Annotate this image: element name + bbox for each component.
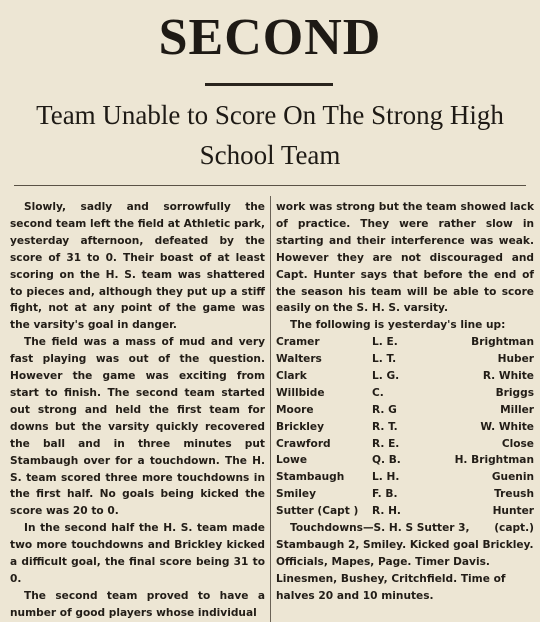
- lineup-row: [276, 385, 534, 402]
- lineup-player: Smiley: [276, 488, 317, 501]
- right-column: [276, 199, 534, 605]
- subheadline-line-1: Team Unable to Score On The Strong High: [36, 100, 504, 130]
- paragraph-4: The second team proved to have a number of good players whose individual: [10, 589, 265, 619]
- lineup-position: L. T.: [372, 353, 397, 366]
- lineup-row: [276, 351, 534, 368]
- lineup-row: [276, 436, 534, 453]
- game-summary: Touchdowns—S. H. S Sutter 3, Stambaugh 2, Smiley. Kicked goal Brickley. Officials, Mapes, Page. Timer Davis. Linesmen, Bushey, Critchfield. Time of halves 20 and 10 minutes.: [276, 522, 534, 602]
- lineup-player: Cramer: [276, 336, 320, 349]
- lineup-intro: The following is yesterday's line up:: [290, 319, 506, 332]
- lineup-position: R. G: [372, 403, 397, 416]
- lineup-opponent: Guenin: [491, 471, 534, 484]
- lineup-opponent: Close: [501, 437, 534, 450]
- paragraph-3: In the second half the H. S. team made two more touchdowns and Brickley kicked a difficult goal, the final score being 31 to 0.: [10, 522, 265, 585]
- left-column: [10, 199, 265, 622]
- lineup-opponent: Hunter (capt.): [492, 505, 534, 535]
- lineup-player: Clark: [276, 370, 307, 383]
- lineup-row: [276, 503, 534, 535]
- lineup-player: Crawford: [276, 437, 331, 450]
- lineup-position: R. H.: [372, 505, 401, 518]
- lineup-row: [276, 334, 534, 351]
- headline: SECOND: [158, 9, 382, 66]
- lineup-player: Walters: [276, 353, 322, 366]
- column-divider: [270, 196, 271, 622]
- lineup-opponent: Brightman: [471, 336, 534, 349]
- lineup-table: [276, 334, 534, 535]
- lineup-row: [276, 368, 534, 385]
- paragraph-1: Slowly, sadly and sorrowfully the second team left the field at Athletic park, yesterday afternoon, defeated by the score of 31 to 0. Their boast of at least scoring on the H. S. team was shattered to pieces and, although they put up a stiff fight, not at any point of the game was the varsity's goal in danger.: [10, 201, 265, 332]
- column-top-rule: [14, 185, 526, 186]
- lineup-player: Lowe: [276, 454, 308, 467]
- lineup-position: L. H.: [372, 471, 400, 484]
- lineup-opponent: Briggs: [495, 386, 534, 399]
- lineup-player: Stambaugh: [276, 471, 345, 484]
- lineup-position: L. E.: [372, 336, 398, 349]
- subheadline: [0, 95, 540, 175]
- paragraph-5: work was strong but the team showed lack of practice. They were rather slow in starting and their interference was weak. However they are not discouraged and Capt. Hunter says that before the end of the season his team will be able to score easily on the S. H. S. varsity.: [276, 201, 534, 315]
- lineup-row: [276, 402, 534, 419]
- lineup-opponent: W. White: [480, 420, 534, 433]
- lineup-opponent: H. Brightman: [454, 454, 534, 467]
- lineup-opponent: Miller: [500, 403, 534, 416]
- lineup-position: F. B.: [372, 488, 398, 501]
- lineup-row: [276, 452, 534, 469]
- headline-rule: [205, 83, 333, 86]
- subheadline-line-2: School Team: [199, 140, 341, 170]
- lineup-position: R. T.: [372, 420, 398, 433]
- lineup-opponent: Huber: [497, 353, 534, 366]
- lineup-row: [276, 486, 534, 503]
- lineup-position: C.: [372, 386, 384, 399]
- lineup-position: L. G.: [372, 370, 400, 383]
- lineup-player: Brickley: [276, 420, 324, 433]
- lineup-position: R. E.: [372, 437, 400, 450]
- lineup-player: Moore: [276, 403, 314, 416]
- lineup-row: [276, 469, 534, 486]
- paragraph-2: The field was a mass of mud and very fast playing was out of the question. However the game was exciting from start to finish. The second team started out strong and held the first team for downs but the varsity quickly recovered the ball and in three minutes put Stambaugh over for a touchdown. The H. S. team scored three more touchdowns in the first half. No goals being kicked the score was 20 to 0.: [10, 336, 265, 518]
- lineup-player: Sutter (Capt ): [276, 505, 359, 518]
- lineup-opponent: R. White: [482, 370, 534, 383]
- lineup-position: Q. B.: [372, 454, 401, 467]
- lineup-player: Willbide: [276, 386, 325, 399]
- lineup-opponent: Treush: [494, 488, 534, 501]
- lineup-row: [276, 419, 534, 436]
